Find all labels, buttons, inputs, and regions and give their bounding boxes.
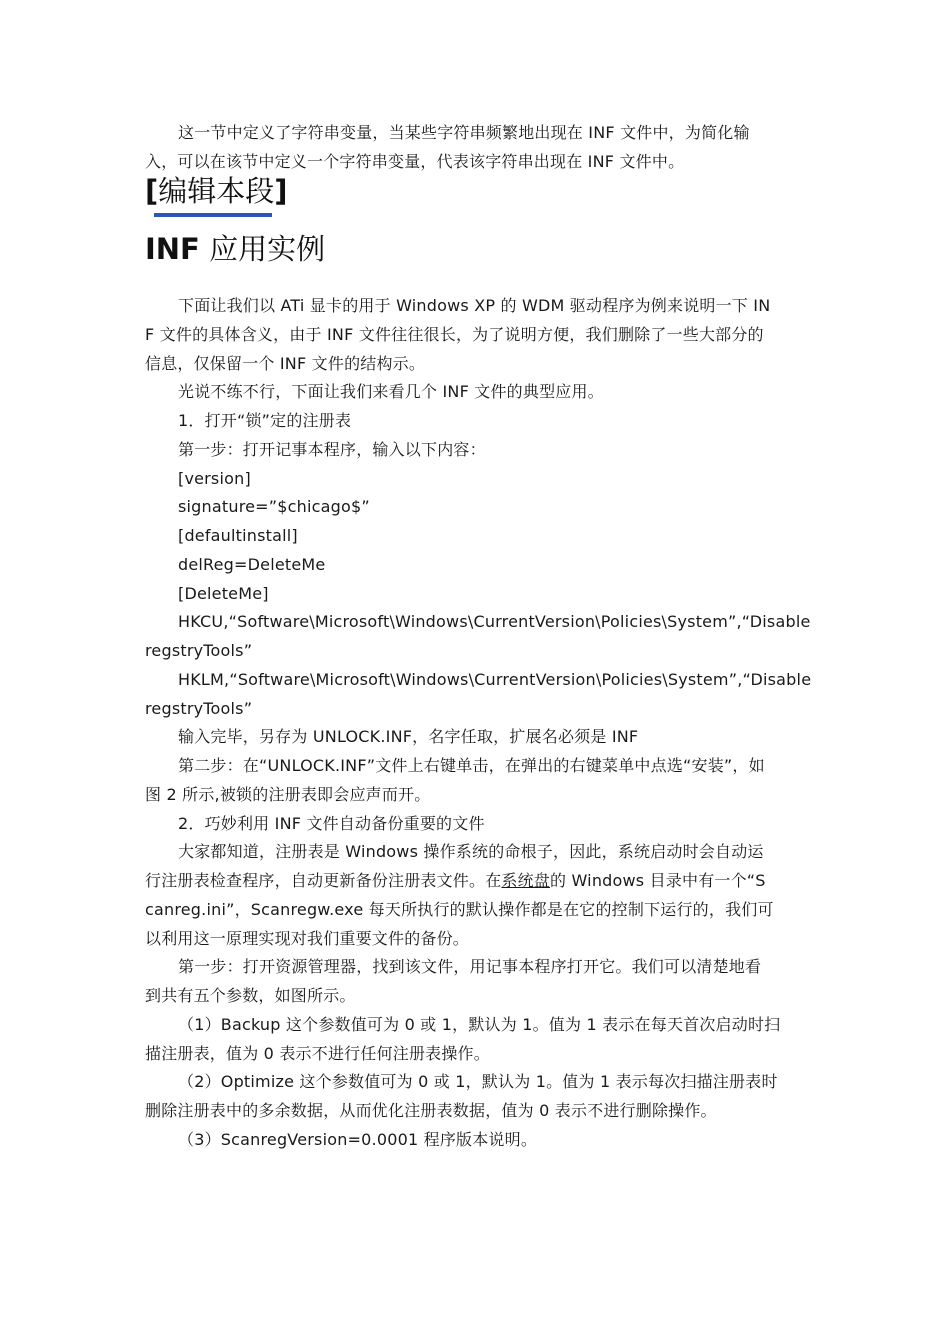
body-line: regstryTools” xyxy=(145,698,253,718)
body-line: （2）Optimize 这个参数值可为 0 或 1，默认为 1。值为 1 表示每次扫描注册表时 xyxy=(178,1072,778,1092)
body-line: 图 2 所示,被锁的注册表即会应声而开。 xyxy=(145,784,431,804)
body-line: 1．打开“锁”定的注册表 xyxy=(178,411,352,430)
body-line: 第二步：在“UNLOCK.INF”文件上右键单击，在弹出的右键菜单中点选“安装”，如 xyxy=(178,756,765,775)
body-line: signature=”$chicago$” xyxy=(178,497,370,517)
body-line: regstryTools” xyxy=(145,641,253,660)
body-line: 描注册表，值为 0 表示不进行任何注册表操作。 xyxy=(145,1043,490,1063)
body-line: 大家都知道，注册表是 Windows 操作系统的命根子，因此，系统启动时会自动运 xyxy=(178,842,764,862)
section-heading-bold: INF xyxy=(145,232,200,266)
body-line: 输入完毕，另存为 UNLOCK.INF，名字任取，扩展名必须是 INF xyxy=(178,727,639,747)
link-line-before: 行注册表检查程序，自动更新备份注册表文件。在 xyxy=(145,871,502,890)
body-line: 第一步：打开记事本程序，输入以下内容： xyxy=(178,439,486,459)
body-line-link xyxy=(145,871,810,891)
body-line: canreg.ini”，Scanregw.exe 每天所执行的默认操作都是在它的控制下运行的，我们可 xyxy=(145,899,774,919)
body-line: （1）Backup 这个参数值可为 0 或 1，默认为 1。值为 1 表示在每天首次启动时扫 xyxy=(178,1014,781,1034)
body-line: 信息，仅保留一个 INF 文件的结构示。 xyxy=(145,353,426,373)
body-line: 删除注册表中的多余数据，从而优化注册表数据，值为 0 表示不进行删除操作。 xyxy=(145,1101,717,1120)
body-line: delReg=DeleteMe xyxy=(178,554,326,574)
system-disk-link[interactable]: 系统盘 xyxy=(501,871,551,890)
intro-line-2: 入，可以在该节中定义一个字符串变量，代表该字符串出现在 INF 文件中。 xyxy=(145,152,685,171)
body-line: 下面让我们以 ATi 显卡的用于 Windows XP 的 WDM 驱动程序为例来说明一下 IN xyxy=(178,296,771,315)
edit-section-label: 编辑本段 xyxy=(158,174,275,208)
body-line: F 文件的具体含义，由于 INF 文件往往很长，为了说明方便，我们删除了一些大部分的 xyxy=(145,324,764,344)
body-line: 光说不练不行，下面让我们来看几个 INF 文件的典型应用。 xyxy=(178,382,604,402)
body-line: [DeleteMe] xyxy=(178,583,269,603)
section-heading xyxy=(145,230,325,268)
body-line: HKCU,“Software\Microsoft\Windows\CurrentVersion\Policies\System”,“Disable xyxy=(178,612,811,632)
body-line: [defaultinstall] xyxy=(178,526,298,545)
edit-section-link[interactable] xyxy=(145,172,288,210)
body-line: 2．巧妙利用 INF 文件自动备份重要的文件 xyxy=(178,813,485,833)
body-line: [version] xyxy=(178,468,251,488)
edit-open-bracket: [ xyxy=(145,174,159,208)
section-heading-rest: 应用实例 xyxy=(199,232,326,266)
body-line: 到共有五个参数，如图所示。 xyxy=(145,986,356,1005)
body-line: HKLM,“Software\Microsoft\Windows\CurrentVersion\Policies\System”,“Disable xyxy=(178,669,812,689)
body-line: 第一步：打开资源管理器，找到该文件，用记事本程序打开它。我们可以清楚地看 xyxy=(178,957,762,977)
body-line: （3）ScanregVersion=0.0001 程序版本说明。 xyxy=(178,1129,538,1149)
edit-close-bracket: ] xyxy=(274,174,288,208)
intro-line-1: 这一节中定义了字符串变量，当某些字符串频繁地出现在 INF 文件中，为简化输 xyxy=(178,123,750,142)
edit-section-underline xyxy=(154,213,272,217)
body-line: 以利用这一原理实现对我们重要文件的备份。 xyxy=(145,928,470,948)
link-line-after: 的 Windows 目录中有一个“S xyxy=(550,871,766,890)
